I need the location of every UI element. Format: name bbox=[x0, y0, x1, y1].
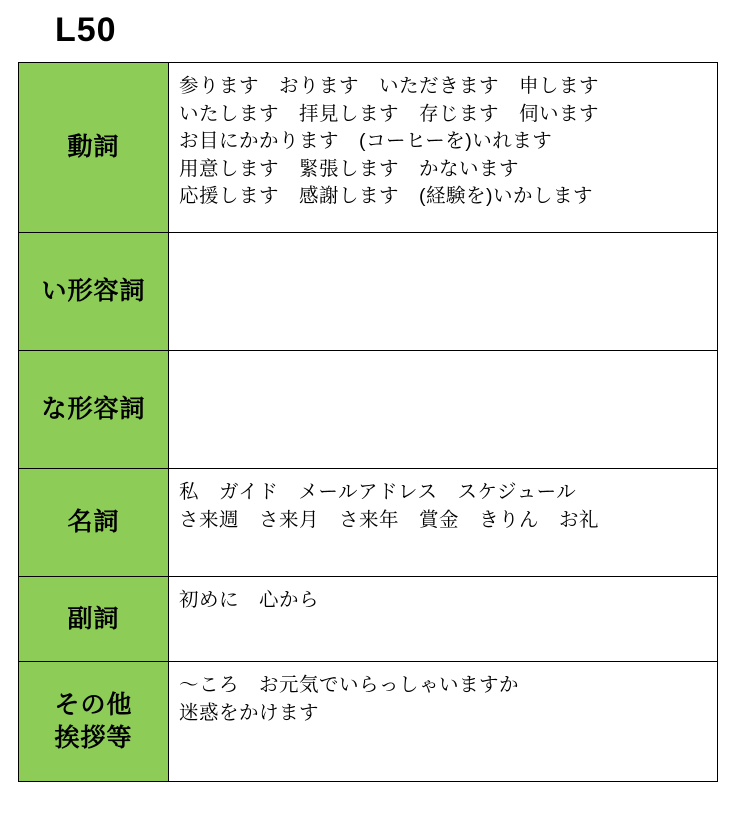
table-row bbox=[19, 469, 718, 577]
words-cell-verb bbox=[169, 63, 718, 233]
category-label: 名詞 bbox=[67, 508, 120, 536]
words-cell-i-adjective bbox=[169, 233, 718, 351]
words-cell-other bbox=[169, 662, 718, 782]
table-row bbox=[19, 63, 718, 233]
category-label: な形容詞 bbox=[41, 395, 146, 423]
category-label: い形容詞 bbox=[41, 277, 146, 305]
word-line: いたします 拝見します 存じます 伺います bbox=[179, 102, 600, 125]
word-line: 私 ガイド メールアドレス スケジュール bbox=[179, 481, 577, 503]
words-cell-noun bbox=[169, 469, 718, 577]
words-cell-adverb bbox=[169, 577, 718, 662]
category-cell-adverb bbox=[19, 577, 169, 662]
word-line: ～ころ お元気でいらっしゃいますか bbox=[179, 674, 520, 696]
page-title: L50 bbox=[55, 11, 117, 49]
category-label: その他 bbox=[54, 690, 133, 719]
word-line: さ来週 さ来月 さ来年 賞金 きりん お礼 bbox=[179, 508, 600, 531]
category-cell-noun bbox=[19, 469, 169, 577]
category-label-secondary: 挨拶等 bbox=[54, 723, 133, 752]
table-row bbox=[19, 577, 718, 662]
category-label: 副詞 bbox=[67, 604, 120, 633]
table-row bbox=[19, 351, 718, 469]
category-cell-i-adjective bbox=[19, 233, 169, 351]
word-line: 応援します 感謝します (経験を)いかします bbox=[179, 185, 593, 207]
word-line: お目にかかります (コーヒーを)いれます bbox=[179, 130, 553, 152]
table-row bbox=[19, 233, 718, 351]
word-line: 迷惑をかけます bbox=[179, 701, 320, 724]
word-line: 初めに 心から bbox=[179, 589, 320, 611]
category-cell-na-adjective bbox=[19, 351, 169, 469]
words-cell-na-adjective bbox=[169, 351, 718, 469]
category-label: 動詞 bbox=[67, 133, 120, 161]
vocabulary-table bbox=[18, 62, 718, 782]
word-line: 用意します 緊張します かないます bbox=[179, 157, 520, 180]
word-line: 参ります おります いただきます 申します bbox=[179, 75, 600, 97]
category-cell-verb bbox=[19, 63, 169, 233]
table-row bbox=[19, 662, 718, 782]
category-cell-other bbox=[19, 662, 169, 782]
